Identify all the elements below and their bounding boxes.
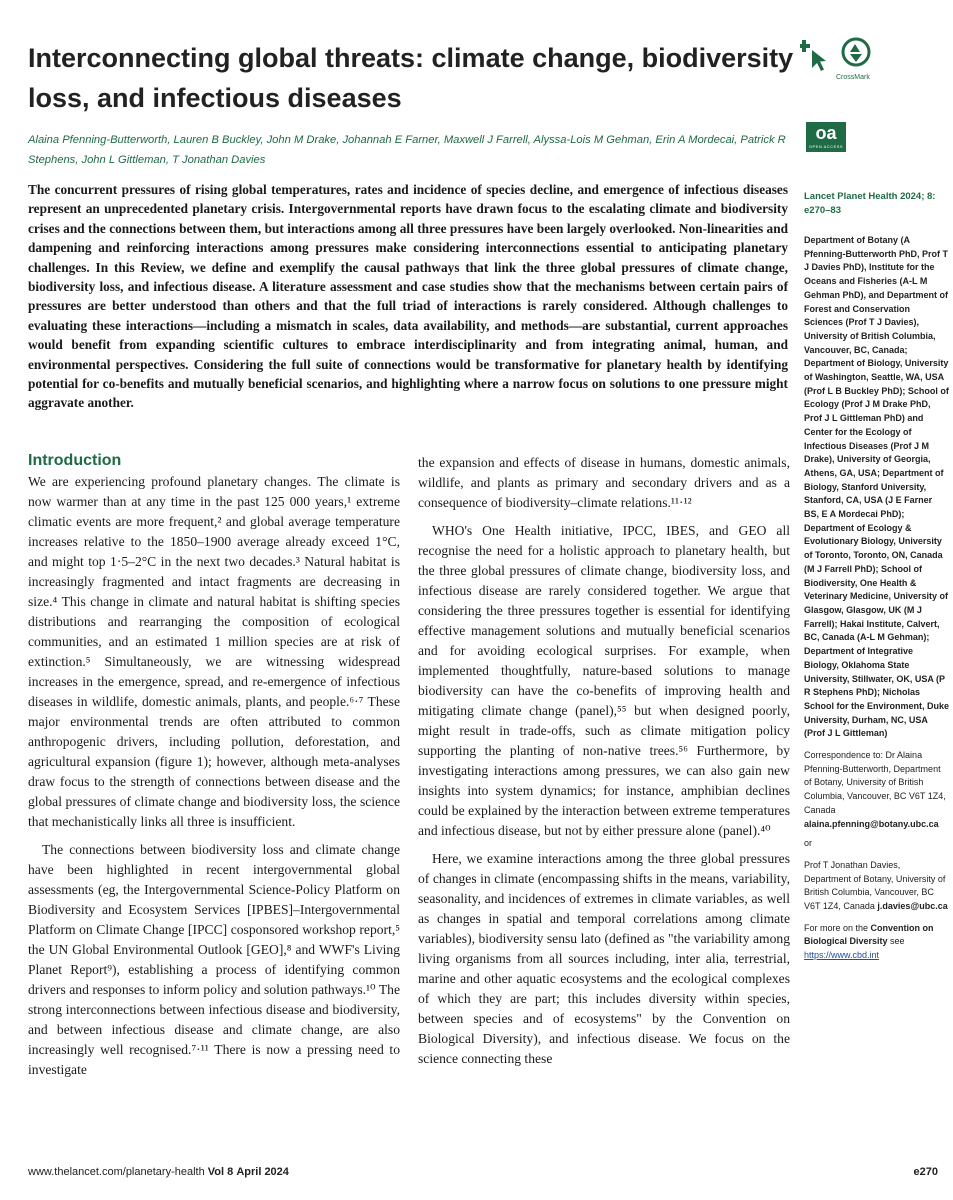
author-list: Alaina Pfenning-Butterworth, Lauren B Buckley, John M Drake, Johannah E Farner, Maxwell J Farrell, Alyssa-Lois M Gehman, Erin A Mordecai, Patrick R Stephens, John L Gittleman, T Jonathan Davies	[28, 134, 786, 166]
correspondence-2	[804, 859, 949, 914]
correspondence-text: Prof T Jonathan Davies, Department of Botany, University of British Columbia, Vancouver, BC V6T 1Z4, Canada	[804, 859, 946, 912]
body-paragraph: the expansion and effects of disease in humans, domestic animals, wildlife, and plants as primary and secondary drivers and as a consequence of biodiversity–climate relations.¹¹·¹²	[418, 455, 790, 510]
body-paragraph: Here, we examine interactions among the three global pressures of changes in climate (encompassing shifts in the means, variability, seasonality, and incidences of extremes in climate variables, as well as changes in spatial and temporal correlations among climate variables), biodiversity sensu lato (defined as "the variability among living organisms from all sources including, inter alia, terrestrial, marine and other aquatic ecosystems and the ecological complexes of which they are part; this includes diversity within species, between species and of ecosystems" by the Convention on Biological Diversity), and infectious disease. We focus on the science connecting these	[418, 851, 790, 1066]
crossmark-label: CrossMark	[836, 74, 870, 81]
body-paragraph: The connections between biodiversity loss and climate change have been highlighted in recent intergovernmental global assessments (eg, the Intergovernmental Science-Policy Platform on Biodiversity and Ecosystem Services [IPBES]–Intergovernmental Platform on Climate Change [IPCC] cosponsored workshop report,⁵ the UN Global Environmental Outlook [GEO],⁸ and WWF's Living Planet Report⁹), establishing a process of identifying common drivers and responses to inform policy and solution pathways.¹⁰ The strong interconnections between infectious disease and biodiversity, and between infectious disease and climate change, are also increasingly well recognised.⁷·¹¹ There is now a pressing need to investigate	[28, 842, 400, 1077]
sidebar	[804, 190, 949, 963]
body-column-middle	[418, 453, 790, 1077]
correspondence-text: Correspondence to: Dr Alaina Pfenning-Butterworth, Department of Botany, University of British Columbia, Vancouver, BC V6T 1Z4, Canada	[804, 750, 946, 815]
oa-badge-subtext: OPEN ACCESS	[808, 144, 844, 149]
author-affiliations: Department of Botany (A Pfenning-Butterworth PhD, Prof T J Davies PhD), Institute for the Oceans and Fisheries (A-L M Gehman PhD), and Department of Forest and Conservation Sciences (Prof T J Davies), University of British Columbia, Vancouver, BC, Canada; Department of Biology, University of Washington, Seattle, WA, USA (Prof L B Buckley PhD); School of Ecology (Prof J M Drake PhD, Prof J L Gittleman PhD) and Center for the Ecology of Infectious Diseases (Prof J M Drake), University of Georgia, Athens, GA, USA; Department of Biology, Stanford University, Stanford, CA, USA (J E Farner BS, E A Mordecai PhD); Department of Ecology & Evolutionary Biology, University of Toronto, Toronto, ON, Canada (M J Farrell PhD); School of Biodiversity, One Health & Veterinary Medicine, University of Glasgow, Glasgow, UK (M J Farrell); Hakai Institute, Calvert, BC, Canada (A-L M Gehman); Department of Integrative Biology, Oklahoma State University, Stillwater, OK, USA (P R Stephens PhD); Nicholas School for the Environment, Duke University, Durham, NC, USA (Prof J L Gittleman)	[804, 235, 950, 739]
correspondence-email[interactable]: j.davies@ubc.ca	[877, 901, 948, 912]
further-info-prefix: For more on the	[804, 922, 869, 933]
correspondence-or: or	[804, 838, 813, 849]
body-paragraph: WHO's One Health initiative, IPCC, IBES, and GEO all recognise the need for a holistic approach to planetary health, but the three global pressures of climate change, biodiversity loss, and infectious disease are rarely considered together. We argue that considering the three pressures together is essential for identifying effective management solutions and mutually beneficial scenarios and for avoiding ecological surprises. For example, when implemented thoughtfully, nature-based solutions to manage biodiversity can have the co-benefits of improving health and mitigating climate change (panel),⁵⁵ but when designed poorly, might result in trade-offs, such as climate mitigation policy supporting the planting of non-native trees.⁵⁶ Furthermore, by investigating interactions among pressures, we can also gain new insights into system dynamics; for instance, amphibian declines could be explained by the interaction between extreme temperatures and infectious disease, but not by either pressure alone (panel).⁴⁰	[418, 523, 790, 838]
article-title: Interconnecting global threats: climate change, biodiversity loss, and infectious diseases	[28, 43, 794, 113]
page-footer	[28, 1166, 940, 1184]
footer-site[interactable]: www.thelancet.com/planetary-health	[28, 1166, 205, 1178]
further-info-subject: Convention on Biological Diversity	[804, 922, 934, 947]
body-column-left	[28, 452, 400, 1088]
cbd-link[interactable]: https://www.cbd.int	[804, 950, 880, 961]
correspondence-1	[804, 749, 949, 831]
page-number: e270	[913, 1166, 938, 1178]
further-info-suffix: see	[890, 936, 905, 947]
body-paragraph: We are experiencing profound planetary changes. The climate is now warmer than at any time in the past 125 000 years,¹ extreme climatic events are more frequent,² and global average temperature increases relative to the 1850–1900 average already exceed 1°C, and might top 1·5–2°C in the next two decades.³ Natural habitat is increasingly fragmented and intact fragments are decreasing in size.⁴ This change in climate and natural habitat is shifting species distributions and rearranging the composition of ecological communities, and an estimated 1 million species are at risk of extinction.⁵ Simultaneously, we are witnessing widespread increases in the emergence, spread, and re-emergence of infectious diseases in wildlife, domestic animals, plants, and people.⁶·⁷ These major environmental trends are often attributed to common anthropogenic drivers, including pollution, deforestation, and agricultural expansion (figure 1); however, although meta-analyses draw focus to the strength of connections between disease and the global pressures of climate change and biodiversity loss, the science that mechanistically links all three is insufficient.	[28, 474, 400, 829]
open-access-badge	[806, 122, 846, 152]
further-info	[804, 922, 949, 963]
journal-citation: Lancet Planet Health 2024; 8: e270–83	[804, 191, 936, 216]
abstract: The concurrent pressures of rising global temperatures, rates and incidence of species decline, and emergence of infectious diseases represent an unprecedented planetary crisis. Intergovernmental reports have drawn focus to the escalating climate and biodiversity crises and the connections between them, but interactions among all three pressures have been largely overlooked. Non-linearities and dampening and reinforcing interactions among pressures make considering interconnections essential to anticipating planetary challenges. In this Review, we define and exemplify the causal pathways that link the three global pressures of climate change, biodiversity loss, and infectious disease. A literature assessment and case studies show that the mechanisms between certain pairs of pressures are better understood than others and that the full triad of interactions is rarely considered. Although challenges to evaluating these interactions—including a mismatch in scales, data availability, and methods—are substantial, current approaches would benefit from expanding scientific cultures to embrace interdisciplinarity and from integrating animal, human, and environmental perspectives. Considering the full suite of connections would be transformative for planetary health by identifying potential for co-benefits and mutually beneficial scenarios, and highlighting where a narrow focus on solutions to one pressure might aggravate another.	[28, 182, 788, 411]
section-heading-introduction: Introduction	[28, 452, 122, 469]
footer-citation	[28, 1166, 289, 1178]
footer-volume: Vol 8	[207, 1166, 234, 1178]
oa-badge-label: oa	[815, 123, 837, 143]
correspondence-email[interactable]: alaina.pfenning@botany.ubc.ca	[804, 818, 939, 829]
footer-date: April 2024	[236, 1166, 289, 1178]
